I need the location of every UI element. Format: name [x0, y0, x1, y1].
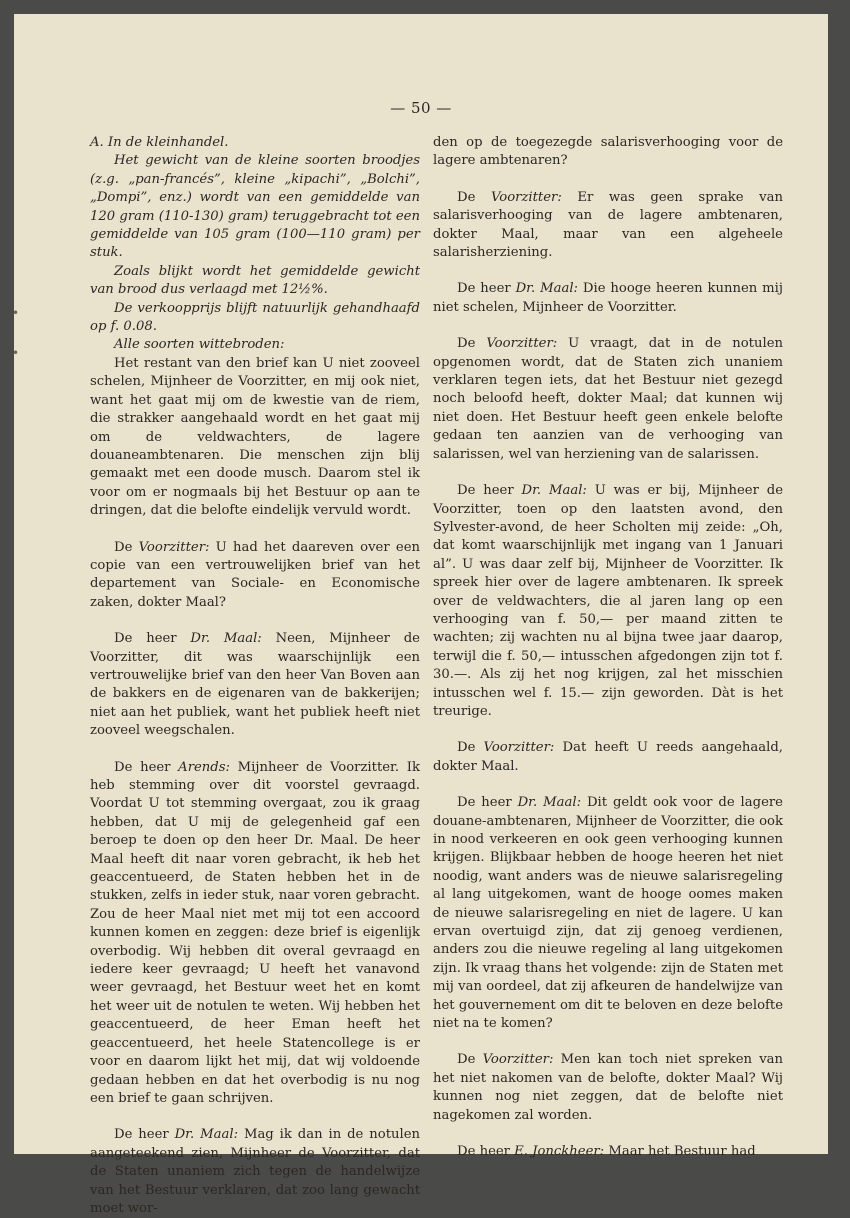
speaker-name: Dr. Maal: [190, 631, 262, 647]
speaker-name: Voorzitter: [490, 189, 562, 205]
speech-text: U vraagt, dat in de notulen opgenomen wordt, dat de Staten zich unaniem verklaren tegen iets, dat het Bestuur niet gezegd noch beloofd heeft, dokter Maal; dat kunnen wij niet doen. Het Bestuur heeft geen enkele belofte gedaan ten aanzien van de verhooging van salarissen, wel van herziening van de salarissen. [433, 336, 783, 462]
speaker-prefix: De heer [457, 1144, 515, 1160]
speech-paragraph [433, 1051, 783, 1125]
speaker-prefix: De [457, 1052, 483, 1068]
speech-paragraph [90, 539, 420, 613]
speaker-name: E. Jonckheer: [514, 1144, 605, 1160]
speaker-name: Voorzitter: [483, 740, 555, 756]
speaker-name: Dr. Maal: [521, 483, 587, 499]
speech-paragraph [433, 794, 783, 1033]
section-heading: A. In de kleinhandel. [90, 135, 229, 150]
document-page [12, 14, 828, 1216]
speaker-name: Dr. Maal: [517, 795, 582, 811]
speaker-name: Arends: [178, 759, 230, 775]
speech-text: Mag ik dan in de notulen aangeteekend zien, Mijnheer de Voorzitter, dat de Staten unaniem zich tegen de handelwijze van het Bestuur verklaren, dat zoo lang gewacht moet wor- [90, 1127, 420, 1216]
text-paragraph: Het restant van den brief kan U niet zooveel schelen, Mijnheer de Voorzitter, en mij ook niet, want het gaat mij om de kwestie van de riem, die strakker aangehaald wordt en het gaat mij om de veldwachters, de lagere douaneambtenaren. Die menschen zijn blij gemaakt met een doode musch. Daarom stel ik voor om er nogmaals bij het Bestuur op aan te dringen, dat die belofte eindelijk vervuld wordt. [90, 355, 420, 519]
speech-text: Dat heeft U reeds aangehaald, dokter Maal. [433, 740, 783, 774]
speech-paragraph [433, 335, 783, 464]
speech-paragraph [433, 1143, 783, 1161]
speech-paragraph [90, 759, 420, 1109]
speech-text: Dit geldt ook voor de lagere douane-ambtenaren, Mijnheer de Voorzitter, die ook in nood verkeeren en ook geen verhooging kunnen krijgen. Blijkbaar hebben de hooge heeren het niet noodig, want anders was de nieuwe salarisregeling al lang uitgekomen, want de hooge oomes maken de nieuwe salarisregeling en niet de lagere. U kan ervan overtuigd zijn, dat zij genoeg verdienen, anders zou die nieuwe regeling al lang uitgekomen zijn. Ik vraag thans het volgende: zijn de Staten met mij van oordeel, dat zij afkeuren de handelwijze van het gouvernement om dit te beloven en deze belofte niet na te komen? [433, 795, 783, 1032]
text-paragraph: Alle soorten wittebroden: [114, 337, 285, 353]
speech-text: Mijnheer de Voorzitter. Ik heb stemming over dit voorstel gevraagd. Voordat U tot stemming overgaat, zou ik graag hebben, dat U mij de gelegenheid gaf een beroep te doen op den heer Dr. Maal. De heer Maal heeft dit naar voren gebracht, ik heb het geaccentueerd, de Staten hebben het in de stukken, zelfs in ieder stuk, naar voren gebracht. Zou de heer Maal niet met mij tot een accoord kunnen komen en zeggen: deze brief is eigenlijk overbodig. Wij hebben dit overal gevraagd en iedere keer gevraagd; U heeft het vanavond weer gevraagd, het Bestuur weet het en komt het weer uit de notulen te weten. Wij hebben het geaccentueerd, de heer Eman heeft het geaccentueerd, het heele Statencollege is er voor en daarom lijkt het mij, dat wij voldoende gedaan hebben en dat het overbodig is nu nog een brief te gaan schrijven. [90, 759, 420, 1106]
speaker-name: Dr. Maal: [515, 281, 578, 297]
speech-paragraph [433, 739, 783, 776]
text-paragraph: Zoals blijkt wordt het gemiddelde gewicht van brood dus verlaagd met 12½%. [90, 263, 420, 298]
speaker-name: Dr. Maal: [174, 1127, 239, 1143]
margin-mark: • [12, 306, 20, 320]
speech-text: Die hooge heeren kunnen mij niet schelen, Mijnheer de Voorzitter. [433, 281, 783, 315]
speech-text: Neen, Mijnheer de Voorzitter, dit was waarschijnlijk een vertrouwelijke brief van den heer Van Boven aan de bakkers en de eigenaren van de bakkerijen; niet aan het publiek, want het publiek heeft niet zooveel weegschalen. [90, 631, 420, 739]
speech-paragraph [90, 630, 420, 740]
left-text-column [90, 134, 420, 1218]
speaker-prefix: De heer [114, 759, 179, 775]
right-text-column [433, 134, 783, 1162]
text-paragraph: Het gewicht van de kleine soorten broodjes (z.g. „pan-francés”, kleine „kipachi”, „Bolchi”, „Dompi”, enz.) wordt van een gemiddelde van 120 gram (110-130) gram) teruggebracht tot een gemiddelde van 105 gram (100—110 gram) per stuk. [90, 153, 420, 261]
speaker-prefix: De [457, 189, 491, 205]
speech-text: Er was geen sprake van salarisverhooging van de lagere ambtenaren, dokter Maal, maar van een algeheele salarisherziening. [433, 189, 783, 261]
speaker-prefix: De heer [114, 631, 191, 647]
speech-paragraph [90, 1126, 420, 1218]
speech-paragraph [433, 189, 783, 263]
speech-text: U was er bij, Mijnheer de Voorzitter, toen op den laatsten avond, den Sylvester-avond, de heer Scholten mij zeide: „Oh, dat komt waarschijnlijk met ingang van 1 Januari al”. U was daar zelf bij, Mijnheer de Voorzitter. Ik spreek hier over de lagere ambtenaren. Ik spreek over de veldwachters, die al jaren lang op een verhooging van f. 50,— per maand zitten te wachten; zij wachten nu al bijna twee jaar daarop, terwijl die f. 50,— intusschen afgedongen zijn tot f. 30.—. Als zij het nog krijgen, zal het misschien intusschen wel f. 15.— zijn geworden. Dàt is het treurige. [433, 483, 784, 719]
speaker-prefix: De heer [457, 281, 516, 297]
speaker-prefix: De [457, 336, 487, 352]
speaker-name: Voorzitter: [482, 1052, 554, 1068]
speaker-name: Voorzitter: [138, 539, 210, 555]
speaker-prefix: De heer [457, 795, 518, 811]
speaker-prefix: De [114, 539, 139, 555]
speaker-prefix: De heer [114, 1127, 175, 1143]
speech-paragraph [433, 482, 783, 721]
margin-mark: • [12, 346, 20, 360]
speech-text: U had het daareven over een copie van een vertrouwelijken brief van het departement van Sociale- en Economische zaken, dokter Maal? [90, 539, 420, 610]
speech-text: Maar het Bestuur had [604, 1144, 756, 1160]
speaker-prefix: De heer [457, 483, 522, 499]
page-number: — 50 — [390, 99, 452, 117]
speaker-prefix: De [457, 740, 484, 756]
text-paragraph: den op de toegezegde salarisverhooging voor de lagere ambtenaren? [433, 135, 783, 169]
text-paragraph: De verkoopprijs blijft natuurlijk gehandhaafd op f. 0.08. [90, 300, 420, 335]
speech-paragraph [433, 280, 783, 317]
speaker-name: Voorzitter: [486, 336, 558, 352]
speech-text: Men kan toch niet spreken van het niet nakomen van de belofte, dokter Maal? Wij kunnen nog niet zeggen, dat de belofte niet nagekomen zal worden. [433, 1052, 783, 1123]
